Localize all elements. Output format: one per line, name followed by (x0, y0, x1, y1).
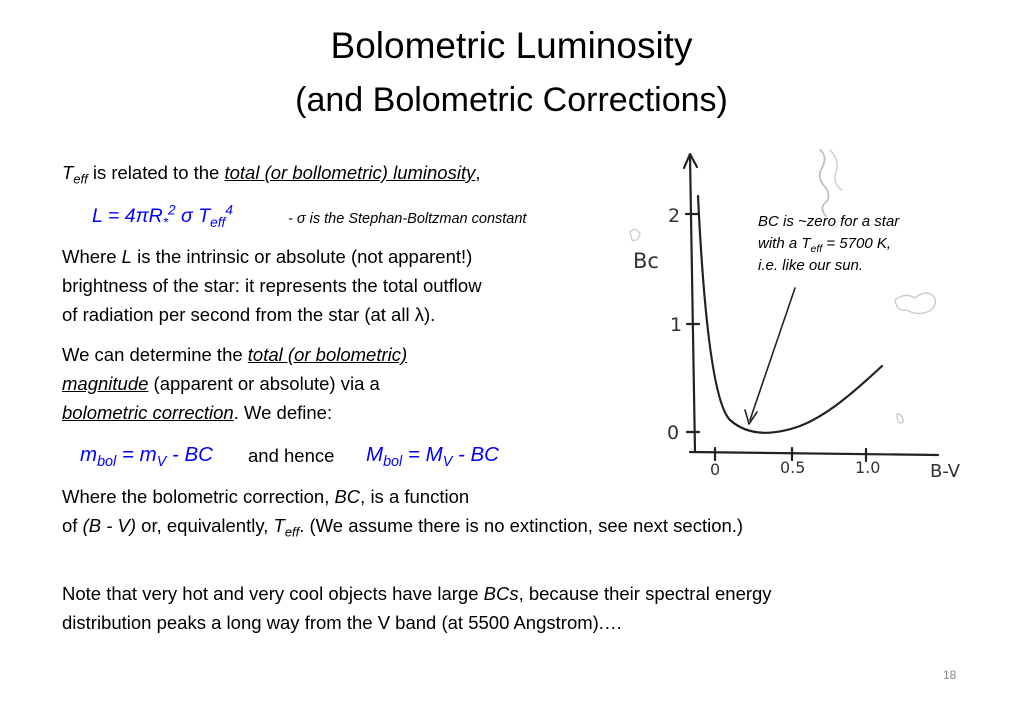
p4-bv: (B - V) (82, 515, 137, 536)
note-text: is the Stephan-Boltzman constant (305, 211, 527, 227)
eq1-lhs: L = 4 (92, 205, 136, 227)
bolometric-magnitude-equation (80, 440, 213, 469)
eq2-bc: - BC (166, 443, 213, 466)
p4-l2a: of (62, 515, 83, 536)
p2-lambda: λ (414, 304, 424, 325)
x-tick-1-0: 1.0 (855, 458, 881, 477)
teff-sub: eff (73, 171, 88, 187)
eq1-tsub: eff (210, 214, 226, 230)
p4-a: Where the bolometric correction, (62, 486, 335, 507)
p3-b2: (apparent or absolute) via a (148, 373, 380, 394)
p2-L: L (121, 246, 132, 267)
p5-bcs: BCs (483, 583, 519, 604)
p3-b3: . We define: (233, 402, 333, 423)
annot-sub: eff (810, 243, 823, 255)
x-axis-label: B-V (930, 461, 961, 482)
stephan-boltzman-note (288, 205, 526, 234)
annot-line3: i.e. like our sun. (758, 257, 864, 274)
p4-l2c: . (We assume there is no extinction, see next section.) (299, 515, 744, 536)
para-bc-function (62, 482, 743, 540)
annot-line1: BC is ~zero for a star (758, 213, 900, 230)
para-teff-related (62, 158, 480, 187)
p4-t: T (273, 515, 285, 536)
p2-b: is the intrinsic or absolute (not apparent!) (131, 246, 473, 267)
absolute-bolometric-equation (366, 440, 499, 469)
x-tick-0-5: 0.5 (780, 458, 806, 477)
eq2-m: m (80, 443, 98, 466)
para-hot-cool-objects (62, 579, 772, 637)
y-tick-1: 1 (670, 314, 683, 336)
note-sigma: σ (296, 211, 306, 227)
total-luminosity-link: total (or bollometric) luminosity (224, 162, 476, 183)
para-bolometric-magnitude (62, 340, 407, 427)
eq2-MV: = M (402, 443, 443, 466)
p4-b: , is a function (360, 486, 470, 507)
eq1-sigma: σ (175, 205, 199, 227)
page-number: 18 (943, 668, 957, 682)
eq2-Msub: bol (383, 454, 403, 471)
eq2-BC: - BC (452, 443, 499, 466)
p5-a: Note that very hot and very cool objects have large (62, 583, 484, 604)
p2-a: Where (62, 246, 122, 267)
eq1-pi: π (135, 205, 149, 227)
eq2-MVsub: V (442, 454, 453, 471)
y-axis-label: Bc (633, 249, 659, 273)
teff-symbol: T (62, 162, 74, 183)
slide-title: Bolometric Luminosity (330, 25, 693, 66)
para1-end: , (475, 162, 481, 183)
annot-line2a: with a T (758, 235, 811, 252)
y-axis (690, 156, 695, 452)
p5-b: , because their spectral energy (518, 583, 772, 604)
p2-line3b: ). (423, 304, 436, 325)
y-tick-2: 2 (668, 205, 681, 227)
para-where-l (62, 242, 482, 329)
eq1-t: T (198, 205, 211, 227)
p3-a: We can determine the (62, 344, 248, 365)
bc-vs-bv-sketch (620, 145, 972, 485)
p3-u3: bolometric correction (62, 402, 234, 423)
eq2-msub: bol (97, 454, 117, 471)
note-prefix: - (288, 211, 297, 227)
p3-u1: total (or bolometric) (247, 344, 408, 365)
eq1-rsub: * (162, 214, 169, 230)
y-tick-0: 0 (667, 422, 680, 444)
x-tick-0: 0 (710, 460, 721, 479)
eq1-rsup: 2 (168, 202, 176, 218)
eq2-mv: = m (116, 443, 157, 466)
p2-line3a: of radiation per second from the star (at all (62, 304, 415, 325)
eq2-mvsub: V (156, 454, 167, 471)
annotation-arrow (750, 288, 795, 420)
p4-tsub: eff (284, 524, 300, 540)
para1-text: is related to the (87, 162, 225, 183)
eq1-r: R (148, 205, 163, 227)
x-axis (690, 452, 938, 455)
p3-u2: magnitude (62, 373, 149, 394)
p5-line2: distribution peaks a long way from the V band (at 5500 Angstrom).… (62, 612, 623, 633)
p4-bc: BC (334, 486, 361, 507)
p4-l2b: or, equivalently, (136, 515, 274, 536)
luminosity-equation (92, 202, 233, 231)
and-hence-text: and hence (248, 445, 335, 466)
annot-line2b: = 5700 K, (822, 235, 892, 252)
sun-annotation (758, 211, 899, 277)
slide-subtitle: (and Bolometric Corrections) (295, 81, 728, 119)
eq1-tsup: 4 (225, 202, 233, 218)
eq2-M: M (366, 443, 384, 466)
p2-line2: brightness of the star: it represents the total outflow (62, 275, 482, 296)
